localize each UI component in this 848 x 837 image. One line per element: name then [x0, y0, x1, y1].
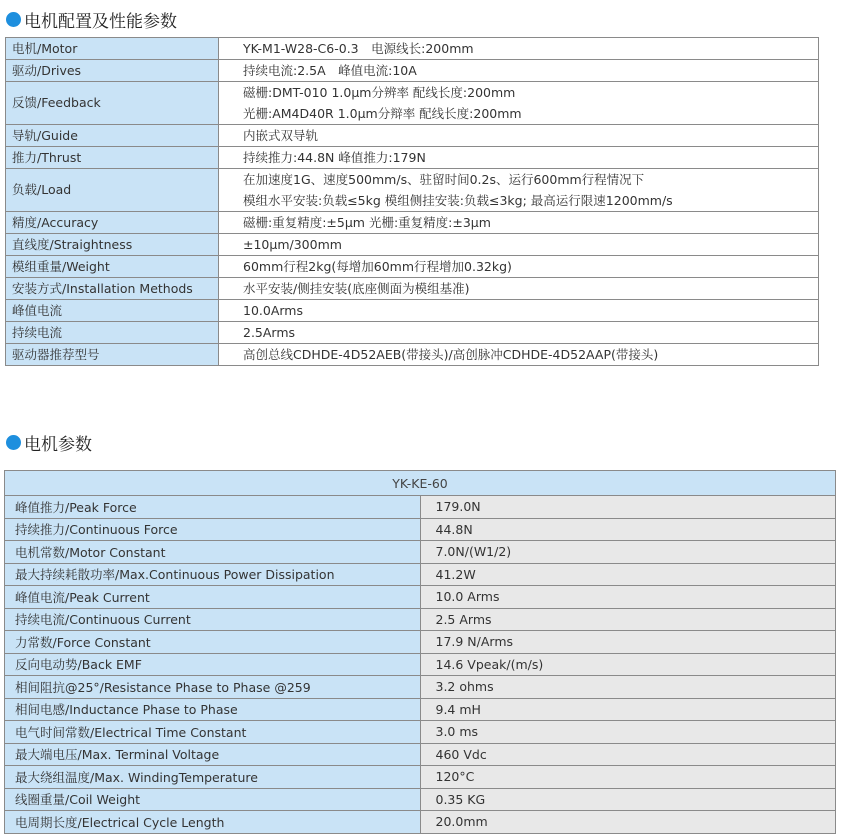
parameter-value: 10.0 Arms [420, 586, 836, 609]
row-value [219, 256, 819, 278]
table-row [5, 653, 836, 676]
table-row [5, 721, 836, 744]
config-table-body [6, 38, 819, 366]
row-label: 峰值电流 [6, 300, 219, 322]
table-row [6, 125, 819, 147]
parameter-label: 线圈重量/Coil Weight [5, 788, 421, 811]
parameter-label: 力常数/Force Constant [5, 631, 421, 654]
row-label: 导轨/Guide [6, 125, 219, 147]
table-row [6, 234, 819, 256]
row-value [219, 212, 819, 234]
value-line: 磁栅:重复精度:±5µm 光栅:重复精度:±3µm [243, 215, 491, 230]
row-value [219, 322, 819, 344]
parameter-label: 持续推力/Continuous Force [5, 518, 421, 541]
parameter-value: 179.0N [420, 496, 836, 519]
parameter-value: 14.6 Vpeak/(m/s) [420, 653, 836, 676]
row-label: 模组重量/Weight [6, 256, 219, 278]
table-row [5, 631, 836, 654]
row-value [219, 60, 819, 82]
parameter-label: 相间电感/Inductance Phase to Phase [5, 698, 421, 721]
row-value [219, 300, 819, 322]
table-row [6, 322, 819, 344]
parameter-value: 3.2 ohms [420, 676, 836, 699]
parameter-label: 电机常数/Motor Constant [5, 541, 421, 564]
section-title-motor [6, 430, 92, 454]
parameter-label: 相间阻抗@25°/Resistance Phase to Phase @259 [5, 676, 421, 699]
value-line: 60mm行程2kg(每增加60mm行程增加0.32kg) [243, 259, 512, 274]
parameter-label: 峰值推力/Peak Force [5, 496, 421, 519]
table-row [6, 147, 819, 169]
bullet-dot-icon [6, 12, 21, 27]
parameter-value: 20.0mm [420, 811, 836, 834]
row-value [219, 147, 819, 169]
row-value [219, 125, 819, 147]
table-row [5, 608, 836, 631]
table-row [5, 518, 836, 541]
parameter-value: 41.2W [420, 563, 836, 586]
parameter-value: 0.35 KG [420, 788, 836, 811]
table-row [5, 496, 836, 519]
table-row [5, 563, 836, 586]
bullet-dot-icon [6, 435, 21, 450]
table-row [6, 278, 819, 300]
value-line: 高创总线CDHDE-4D52AEB(带接头)/高创脉冲CDHDE-4D52AAP(带接头) [243, 347, 659, 362]
parameter-label: 峰值电流/Peak Current [5, 586, 421, 609]
table-row [5, 811, 836, 834]
section-title-config [6, 7, 177, 31]
row-label: 安装方式/Installation Methods [6, 278, 219, 300]
value-line: 持续推力:44.8N 峰值推力:179N [243, 150, 426, 165]
parameter-label: 反向电动势/Back EMF [5, 653, 421, 676]
motor-parameter-table [4, 470, 836, 834]
row-label: 驱动器推荐型号 [6, 344, 219, 366]
row-value [219, 344, 819, 366]
parameter-value: 2.5 Arms [420, 608, 836, 631]
parameter-value: 17.9 N/Arms [420, 631, 836, 654]
row-label: 精度/Accuracy [6, 212, 219, 234]
parameter-label: 最大端电压/Max. Terminal Voltage [5, 743, 421, 766]
row-label: 推力/Thrust [6, 147, 219, 169]
parameter-value: 7.0N/(W1/2) [420, 541, 836, 564]
value-line: 10.0Arms [243, 303, 303, 318]
row-value [219, 38, 819, 60]
parameter-value: 3.0 ms [420, 721, 836, 744]
value-line: 2.5Arms [243, 325, 296, 340]
row-label: 直线度/Straightness [6, 234, 219, 256]
value-line: 持续电流:2.5A 峰值电流:10A [243, 63, 417, 78]
row-value [219, 169, 819, 212]
table-row [6, 212, 819, 234]
table-row [5, 676, 836, 699]
table-row [6, 300, 819, 322]
table-row [5, 743, 836, 766]
value-line: 磁栅:DMT-010 1.0µm分辨率 配线长度:200mm [243, 85, 516, 100]
parameter-label: 电周期长度/Electrical Cycle Length [5, 811, 421, 834]
table-row [5, 698, 836, 721]
table-row [6, 169, 819, 212]
parameter-value: 460 Vdc [420, 743, 836, 766]
motor-table-body [5, 471, 836, 834]
row-label: 电机/Motor [6, 38, 219, 60]
table-header-row [5, 471, 836, 496]
parameter-label: 电气时间常数/Electrical Time Constant [5, 721, 421, 744]
parameter-value: 120°C [420, 766, 836, 789]
parameter-label: 最大持续耗散功率/Max.Continuous Power Dissipation [5, 563, 421, 586]
value-line: 内嵌式双导轨 [243, 128, 319, 143]
value-line: 在加速度1G、速度500mm/s、驻留时间0.2s、运行600mm行程情况下 [243, 172, 645, 187]
table-row [6, 60, 819, 82]
row-value [219, 278, 819, 300]
model-header: YK-KE-60 [5, 471, 836, 496]
value-line: 水平安装/侧挂安装(底座侧面为模组基准) [243, 281, 470, 296]
value-line: 模组水平安装:负载≤5kg 模组侧挂安装:负载≤3kg; 最高运行限速1200mm/s [243, 193, 673, 208]
row-label: 驱动/Drives [6, 60, 219, 82]
parameter-value: 9.4 mH [420, 698, 836, 721]
value-line: YK-M1-W28-C6-0.3 电源线长:200mm [243, 41, 474, 56]
table-row [5, 586, 836, 609]
table-row [6, 82, 819, 125]
parameter-value: 44.8N [420, 518, 836, 541]
row-label: 持续电流 [6, 322, 219, 344]
value-line: 光栅:AM4D40R 1.0µm分辩率 配线长度:200mm [243, 106, 522, 121]
table-row [6, 256, 819, 278]
table-row [5, 788, 836, 811]
row-label: 反馈/Feedback [6, 82, 219, 125]
table-row [5, 766, 836, 789]
parameter-label: 持续电流/Continuous Current [5, 608, 421, 631]
table-row [5, 541, 836, 564]
row-value [219, 82, 819, 125]
section-title-text: 电机参数 [24, 434, 92, 455]
row-value [219, 234, 819, 256]
row-label: 负载/Load [6, 169, 219, 212]
parameter-label: 最大绕组温度/Max. WindingTemperature [5, 766, 421, 789]
table-row [6, 38, 819, 60]
config-table [5, 37, 819, 366]
value-line: ±10µm/300mm [243, 237, 342, 252]
section-title-text: 电机配置及性能参数 [24, 11, 177, 32]
table-row [6, 344, 819, 366]
